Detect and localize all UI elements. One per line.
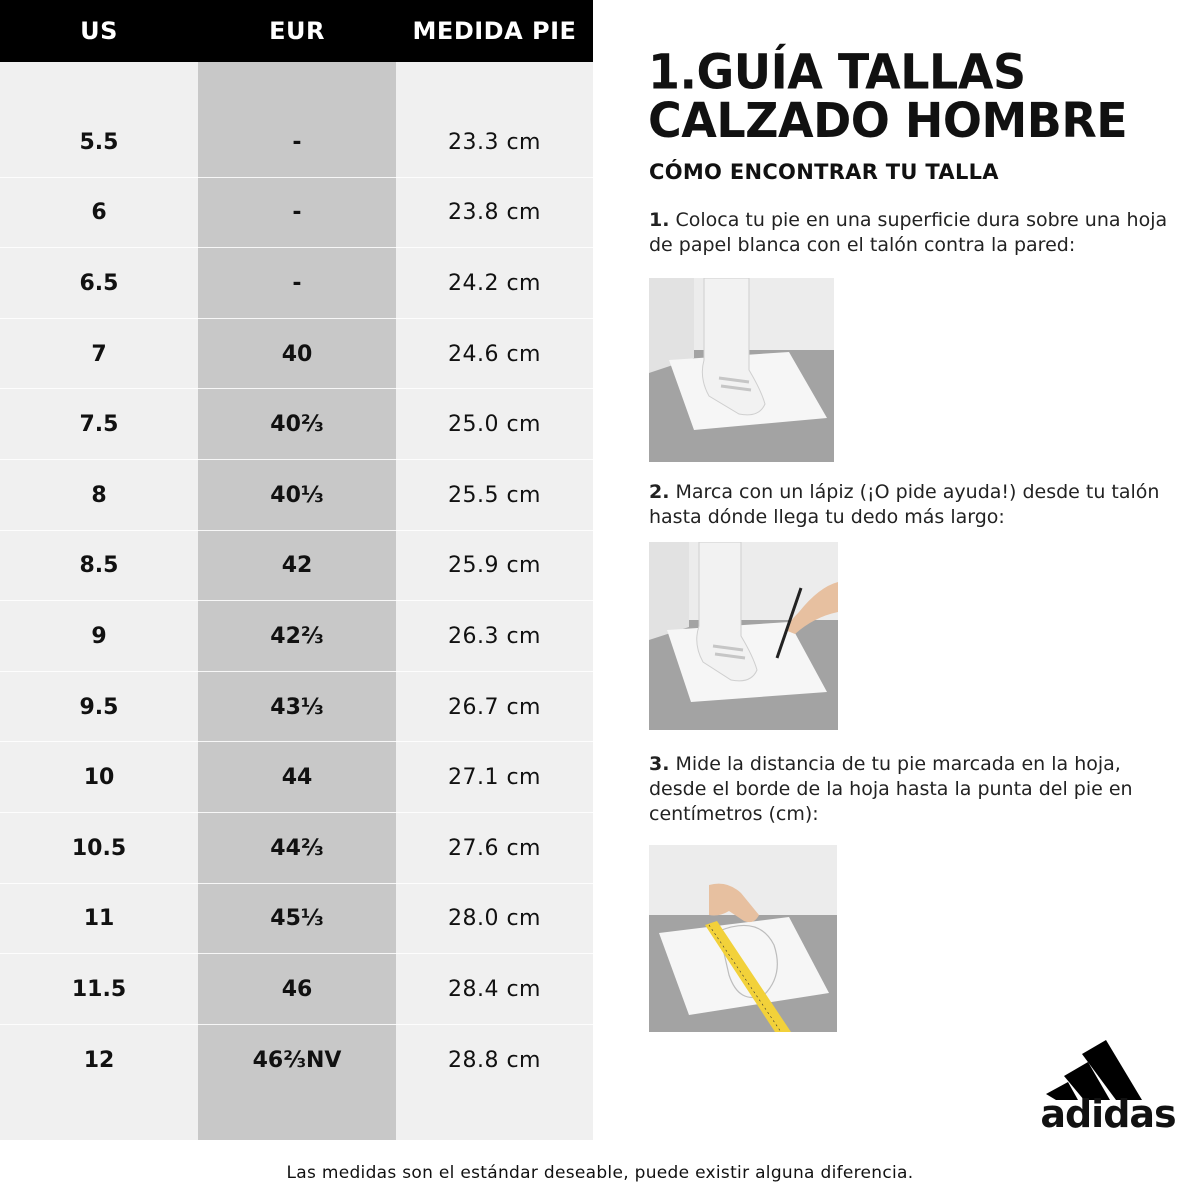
title-line-2: CALZADO HOMBRE [648,91,1128,149]
cell-pie: 26.3 cm [447,623,541,649]
cell-pie: 27.1 cm [447,765,541,791]
table-row [0,884,593,955]
cell-pie: 25.9 cm [447,553,541,579]
table-row [0,178,593,249]
table-rows [0,107,593,1095]
cell-eur: 40 [281,341,313,367]
cell-pie: 26.7 cm [447,694,541,720]
table-header [0,0,593,62]
cell-eur: - [292,129,302,155]
cell-us: 9.5 [79,694,119,720]
header-eur: EUR [269,17,325,45]
step-2-text [649,480,1179,530]
size-table [0,0,593,1140]
cell-us: 11.5 [71,976,127,1002]
header-medida-pie: MEDIDA PIE [412,17,577,45]
cell-us: 8.5 [79,553,119,579]
table-row [0,954,593,1025]
cell-pie: 27.6 cm [447,835,541,861]
step-3-photo [649,845,837,1032]
cell-eur: 46 [281,976,313,1002]
step-3-text [649,752,1179,827]
table-row [0,672,593,743]
table-row [0,1025,593,1096]
step-1-text [649,208,1179,258]
section-subtitle: CÓMO ENCONTRAR TU TALLA [649,160,999,184]
pencil-marking-illustration [649,542,838,730]
step-3-description: Mide la distancia de tu pie marcada en la hoja, desde el borde de la hoja hasta la punta del pie en centímetros (cm): [649,753,1133,825]
cell-us: 7.5 [79,412,119,438]
table-body [0,62,593,1140]
step-2-number: 2. [649,481,670,503]
cell-pie: 25.5 cm [447,482,541,508]
tape-measure-illustration [649,845,837,1032]
cell-eur: 42 [281,553,313,579]
step-1-description: Coloca tu pie en una superficie dura sobre una hoja de papel blanca con el talón contra la pared: [649,209,1168,256]
cell-eur: 42⅔ [270,623,324,649]
table-row [0,460,593,531]
cell-eur: - [292,270,302,296]
cell-us: 7 [91,341,107,367]
adidas-wordmark: adidas [1040,1092,1176,1136]
table-row [0,531,593,602]
step-2-photo [649,542,838,730]
cell-pie: 28.8 cm [447,1047,541,1073]
cell-eur: - [292,200,302,226]
cell-pie: 28.0 cm [447,906,541,932]
adidas-stripes-icon [1038,1040,1178,1100]
cell-eur: 44 [281,765,313,791]
cell-eur: 45⅓ [270,906,324,932]
foot-on-paper-illustration [649,278,834,462]
footer-disclaimer: Las medidas son el estándar deseable, puede existir alguna diferencia. [286,1163,914,1183]
cell-us: 6 [91,200,107,226]
table-row [0,389,593,460]
header-us: US [80,17,118,45]
adidas-logo [1038,1040,1178,1135]
title-line-1: 1.GUÍA TALLAS [648,43,1026,101]
cell-eur: 40⅔ [270,412,324,438]
table-row [0,248,593,319]
cell-eur: 44⅔ [270,835,324,861]
table-row [0,742,593,813]
cell-us: 5.5 [79,129,119,155]
cell-eur: 43⅓ [270,694,324,720]
cell-pie: 25.0 cm [447,412,541,438]
cell-pie: 23.3 cm [447,129,541,155]
cell-us: 8 [91,482,107,508]
table-row [0,813,593,884]
table-row [0,107,593,178]
cell-pie: 24.6 cm [447,341,541,367]
cell-us: 10 [83,765,115,791]
table-row [0,319,593,390]
cell-pie: 28.4 cm [447,976,541,1002]
cell-eur: 40⅓ [270,482,324,508]
table-row [0,601,593,672]
cell-eur: 46⅔NV [252,1047,342,1073]
cell-pie: 24.2 cm [447,270,541,296]
cell-us: 11 [83,906,115,932]
step-2-description: Marca con un lápiz (¡O pide ayuda!) desde tu talón hasta dónde llega tu dedo más largo: [649,481,1160,528]
page-title [648,43,1168,149]
cell-us: 6.5 [79,270,119,296]
cell-pie: 23.8 cm [447,200,541,226]
cell-us: 10.5 [71,835,127,861]
step-1-photo [649,278,834,462]
cell-us: 9 [91,623,107,649]
step-1-number: 1. [649,209,670,231]
cell-us: 12 [83,1047,115,1073]
step-3-number: 3. [649,753,670,775]
